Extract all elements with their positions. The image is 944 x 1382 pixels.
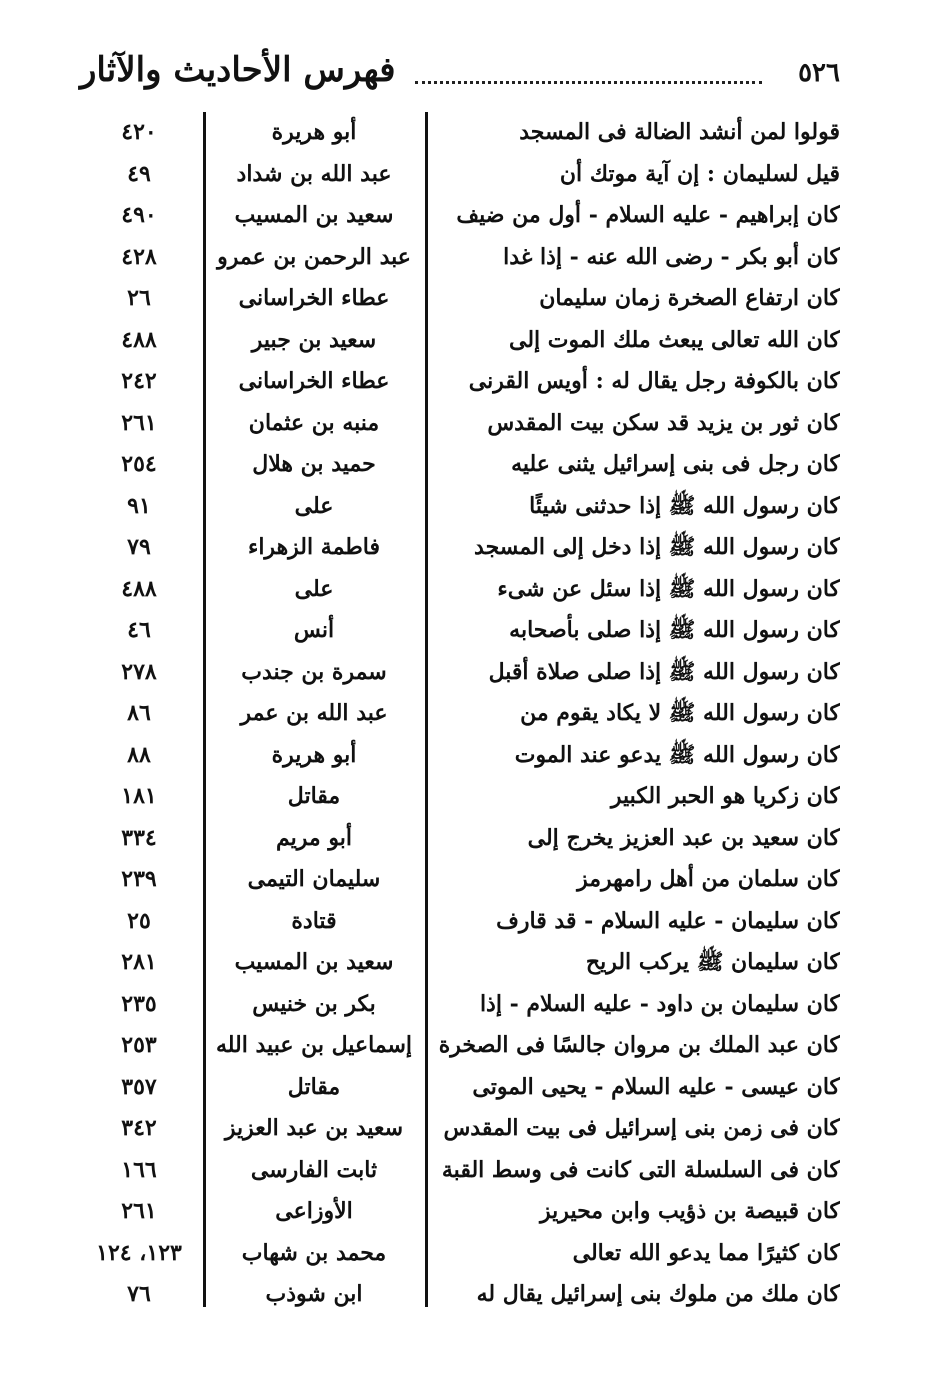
- hadith-text: كان فى السلسلة التى كانت فى وسط القبة: [441, 1156, 840, 1183]
- page-reference: ٢٦١: [121, 1198, 157, 1224]
- page-reference: ٤٨٨: [121, 326, 157, 353]
- index-row: [80, 320, 840, 362]
- index-row: [80, 984, 840, 1026]
- index-row: [80, 1191, 840, 1233]
- page-reference: ٢٣٥: [121, 990, 157, 1017]
- index-row: [80, 1025, 840, 1067]
- narrator: عطاء الخراسانى: [238, 368, 390, 394]
- hadith-text: قيل لسليمان : إن آية موتك أن: [559, 160, 840, 187]
- hadith-text: كان سليمان بن داود - عليه السلام - إذا: [479, 990, 840, 1017]
- page-reference: ١٨١: [121, 783, 157, 809]
- hadith-text: كان الله تعالى يبعث ملك الموت إلى: [508, 326, 840, 353]
- hadith-text: كان رجل فى بنى إسرائيل يثنى عليه: [511, 451, 840, 477]
- narrator: حميد بن هلال: [252, 451, 376, 477]
- narrator: مقاتل: [287, 783, 341, 809]
- narrator: فاطمة الزهراء: [247, 534, 381, 560]
- narrator: عبد الرحمن بن عمرو: [217, 243, 411, 270]
- running-title: فهرس الأحاديث والآثار: [80, 50, 396, 90]
- index-row: [80, 652, 840, 694]
- narrator: منبه بن عثمان: [248, 409, 380, 436]
- index-row: [80, 278, 840, 320]
- index-row: [80, 859, 840, 901]
- hadith-text: كان أبو بكر - رضى الله عنه - إذا غدا: [503, 243, 840, 270]
- page-reference: ٨٦: [127, 700, 151, 726]
- page-reference: ٢٥٤: [121, 451, 157, 477]
- index-row: [80, 486, 840, 528]
- hadith-text: كان ارتفاع الصخرة زمان سليمان: [539, 285, 840, 311]
- narrator: سعيد بن المسيب: [234, 949, 394, 975]
- hadith-text: كان سليمان - عليه السلام - قد قارف: [496, 907, 840, 934]
- page-reference: ٧٦: [127, 1281, 151, 1307]
- index-row: [80, 693, 840, 735]
- index-row: [80, 776, 840, 818]
- hadith-text: كان كثيرًا مما يدعو الله تعالى: [572, 1239, 840, 1266]
- hadith-text: كان قبيصة بن ذؤيب وابن محيريز: [540, 1198, 840, 1224]
- narrator: ابن شوذب: [265, 1281, 363, 1307]
- dotted-leader: [415, 81, 762, 84]
- index-row: [80, 1233, 840, 1275]
- index-table: [80, 112, 840, 1316]
- index-row: [80, 403, 840, 445]
- hadith-text: كان رسول الله ﷺ إذا دخل إلى المسجد: [474, 534, 840, 560]
- page-reference: ٢٥: [127, 907, 151, 934]
- hadith-text: كان رسول الله ﷺ إذا صلى بأصحابه: [509, 617, 840, 643]
- index-row: [80, 818, 840, 860]
- index-row: [80, 1150, 840, 1192]
- page-reference: ٤٩٠: [121, 202, 157, 228]
- narrator: أبو هريرة: [271, 119, 357, 145]
- hadith-text: كان رسول الله ﷺ يدعو عند الموت: [514, 741, 840, 768]
- page-number: ٥٢٦: [798, 58, 840, 88]
- narrator: سعيد بن المسيب: [234, 202, 394, 228]
- index-row: [80, 1067, 840, 1109]
- index-row: [80, 735, 840, 777]
- page-reference: ٣٤٢: [121, 1115, 157, 1141]
- index-row: [80, 1274, 840, 1316]
- page-reference: ١٢٣، ١٢٤: [96, 1239, 182, 1266]
- page-reference: ٤٢٠: [121, 119, 157, 145]
- index-row: [80, 237, 840, 279]
- narrator: على: [294, 575, 334, 602]
- narrator: عبد الله بن شداد: [236, 160, 392, 187]
- page-reference: ٩١: [127, 492, 151, 519]
- index-row: [80, 942, 840, 984]
- page-reference: ٨٨: [127, 741, 151, 768]
- index-row: [80, 901, 840, 943]
- hadith-text: كان رسول الله ﷺ لا يكاد يقوم من: [520, 700, 840, 726]
- narrator: أنس: [293, 617, 335, 643]
- narrator: سعيد بن عبد العزيز: [224, 1115, 404, 1141]
- index-row: [80, 112, 840, 154]
- narrator: عطاء الخراسانى: [238, 285, 390, 311]
- index-row: [80, 527, 840, 569]
- page-reference: ٢٤٢: [121, 368, 157, 394]
- index-row: [80, 1108, 840, 1150]
- hadith-text: كان إبراهيم - عليه السلام - أول من ضيف: [456, 202, 840, 228]
- narrator: عبد الله بن عمر: [240, 700, 388, 726]
- page-reference: ٢٥٣: [121, 1032, 157, 1058]
- page-reference: ٣٥٧: [121, 1073, 157, 1100]
- narrator: أبو هريرة: [271, 741, 357, 768]
- hadith-text: كان رسول الله ﷺ إذا سئل عن شىء: [497, 575, 840, 602]
- hadith-text: كان رسول الله ﷺ إذا حدثنى شيئًا: [529, 492, 840, 519]
- hadith-text: كان عبد الملك بن مروان جالسًا فى الصخرة: [438, 1032, 840, 1058]
- index-row: [80, 444, 840, 486]
- page-reference: ٣٣٤: [121, 824, 157, 851]
- narrator: إسماعيل بن عبيد الله: [215, 1032, 413, 1058]
- page-header: [80, 50, 840, 100]
- index-row: [80, 154, 840, 196]
- page-reference: ٢٦١: [121, 409, 157, 436]
- page-reference: ٤٩: [127, 160, 151, 187]
- page-reference: ٢٧٨: [121, 658, 157, 685]
- narrator: على: [294, 492, 334, 519]
- page-reference: ٢٣٩: [121, 866, 157, 892]
- page-reference: ٤٦: [127, 617, 151, 643]
- page-reference: ٢٦: [127, 285, 151, 311]
- narrator: ثابت الفارسى: [250, 1156, 378, 1183]
- index-row: [80, 195, 840, 237]
- hadith-text: كان زكريا هو الحبر الكبير: [610, 783, 840, 809]
- index-row: [80, 569, 840, 611]
- page-reference: ٢٨١: [121, 949, 157, 975]
- narrator: قتادة: [291, 907, 337, 934]
- hadith-text: كان ثور بن يزيد قد سكن بيت المقدس: [487, 409, 840, 436]
- page-reference: ١٦٦: [121, 1156, 157, 1183]
- narrator: محمد بن شهاب: [241, 1239, 387, 1266]
- narrator: بكر بن خنيس: [252, 990, 376, 1017]
- narrator: الأوزاعى: [275, 1198, 353, 1224]
- hadith-text: كان سعيد بن عبد العزيز يخرج إلى: [527, 824, 840, 851]
- hadith-text: كان فى زمن بنى إسرائيل فى بيت المقدس: [443, 1115, 840, 1141]
- index-row: [80, 610, 840, 652]
- page-reference: ٤٨٨: [121, 575, 157, 602]
- narrator: سليمان التيمى: [247, 866, 381, 892]
- hadith-text: كان بالكوفة رجل يقال له : أويس القرنى: [468, 368, 840, 394]
- hadith-text: كان سليمان ﷺ يركب الريح: [585, 949, 840, 975]
- hadith-text: كان سلمان من أهل رامهرمز: [577, 866, 840, 892]
- narrator: سعيد بن جبير: [251, 326, 377, 353]
- narrator: مقاتل: [287, 1073, 341, 1100]
- page-reference: ٤٢٨: [121, 243, 157, 270]
- hadith-text: كان عيسى - عليه السلام - يحيى الموتى: [472, 1073, 840, 1100]
- hadith-text: قولوا لمن أنشد الضالة فى المسجد: [519, 119, 840, 145]
- narrator: سمرة بن جندب: [241, 658, 387, 685]
- page-reference: ٧٩: [127, 534, 151, 560]
- index-row: [80, 361, 840, 403]
- hadith-text: كان ملك من ملوك بنى إسرائيل يقال له: [476, 1281, 840, 1307]
- narrator: أبو مريم: [276, 824, 352, 851]
- hadith-text: كان رسول الله ﷺ إذا صلى صلاة أقبل: [488, 658, 840, 685]
